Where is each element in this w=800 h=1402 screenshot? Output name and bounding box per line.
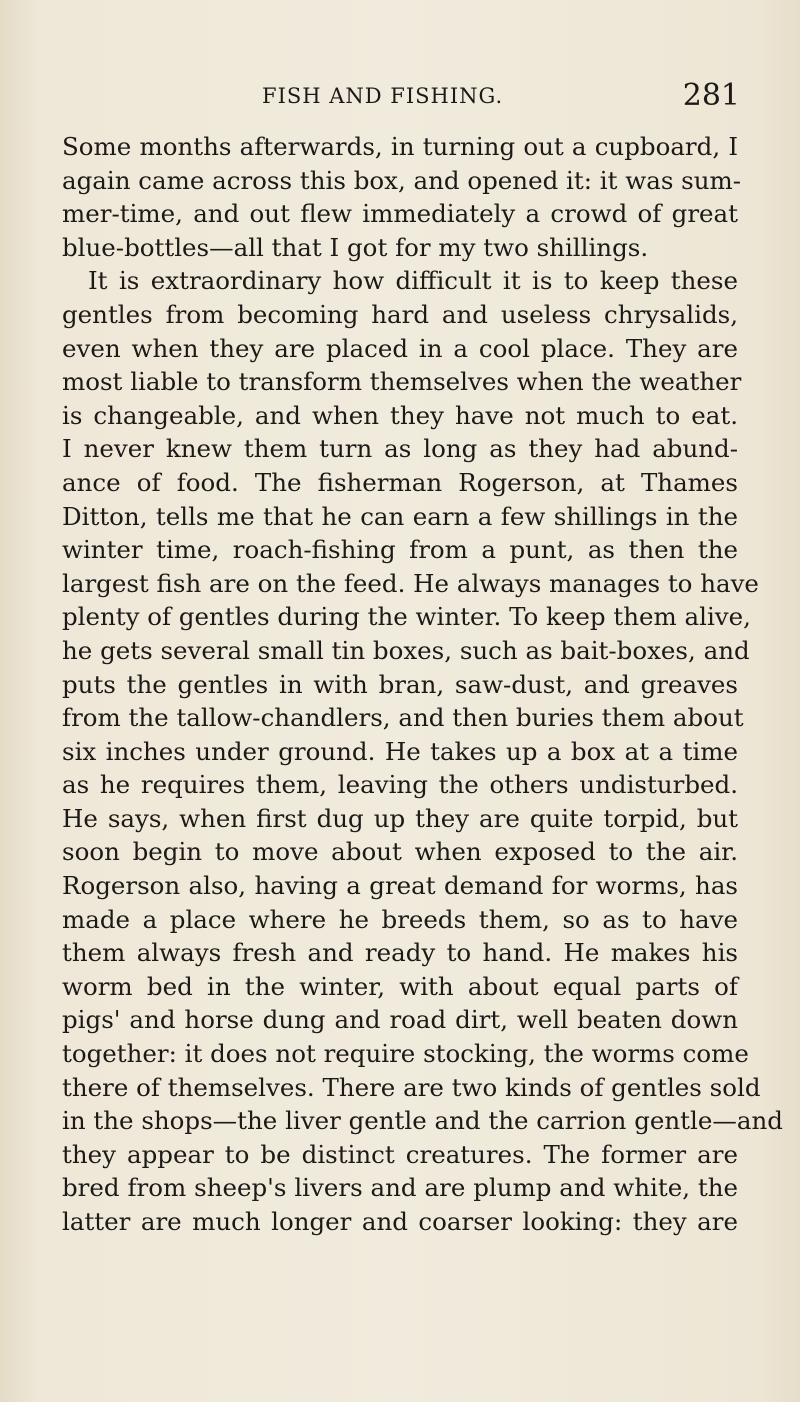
- text-line: latter are much longer and coarser looking: they are: [62, 1207, 738, 1236]
- text-line: again came across this box, and opened it: it was sum-: [62, 165, 742, 195]
- text-line: from the tallow-chandlers, and then buries them about: [62, 703, 744, 733]
- text-line: soon begin to move about when exposed to the air.: [62, 837, 738, 867]
- text-line: mer-time, and out flew immediately a crowd of great: [62, 199, 738, 229]
- running-head: FISH AND FISHING.: [262, 84, 504, 108]
- text-line: together: it does not require stocking, the worms come: [62, 1039, 749, 1069]
- text-line: is changeable, and when they have not much to eat.: [62, 400, 738, 430]
- text-line: six inches under ground. He takes up a box at a time: [62, 736, 738, 766]
- text-line: they appear to be distinct creatures. The former are: [62, 1139, 738, 1169]
- text-line: gentles from becoming hard and useless chrysalids,: [62, 299, 738, 329]
- text-line: It is extraordinary how difficult it is to keep these: [88, 266, 738, 296]
- body-text: [62, 130, 783, 1239]
- text-line: I never knew them turn as long as they had abund-: [62, 434, 738, 464]
- text-line: worm bed in the winter, with about equal parts of: [62, 971, 738, 1001]
- page-number: 281: [682, 78, 740, 113]
- text-line: Ditton, tells me that he can earn a few shillings in the: [62, 501, 738, 531]
- text-line: largest fish are on the feed. He always manages to have: [62, 568, 759, 598]
- text-line: in the shops—the liver gentle and the carrion gentle—and: [62, 1106, 783, 1136]
- text-line: blue-bottles—all that I got for my two shillings.: [62, 232, 649, 262]
- text-line: there of themselves. There are two kinds of gentles sold: [62, 1072, 761, 1102]
- text-line: Rogerson also, having a great demand for worms, has: [62, 871, 738, 901]
- text-line: most liable to transform themselves when the weather: [62, 367, 742, 397]
- text-line: He says, when first dug up they are quite torpid, but: [62, 803, 738, 833]
- text-line: ance of food. The fisherman Rogerson, at Thames: [62, 467, 738, 497]
- text-line: plenty of gentles during the winter. To keep them alive,: [62, 602, 751, 632]
- text-line: winter time, roach-fishing from a punt, as then the: [62, 535, 738, 565]
- text-line: he gets several small tin boxes, such as bait-boxes, and: [62, 635, 750, 665]
- text-line: pigs' and horse dung and road dirt, well beaten down: [62, 1005, 738, 1035]
- text-line: as he requires them, leaving the others undisturbed.: [62, 770, 738, 800]
- page-header: [262, 78, 742, 118]
- text-line: them always fresh and ready to hand. He makes his: [62, 938, 738, 968]
- text-line: even when they are placed in a cool place. They are: [62, 333, 738, 363]
- text-line: made a place where he breeds them, so as to have: [62, 904, 738, 934]
- text-line: puts the gentles in with bran, saw-dust, and greaves: [62, 669, 738, 699]
- text-line: Some months afterwards, in turning out a cupboard, I: [62, 132, 738, 161]
- text-line: bred from sheep's livers and are plump and white, the: [62, 1173, 738, 1203]
